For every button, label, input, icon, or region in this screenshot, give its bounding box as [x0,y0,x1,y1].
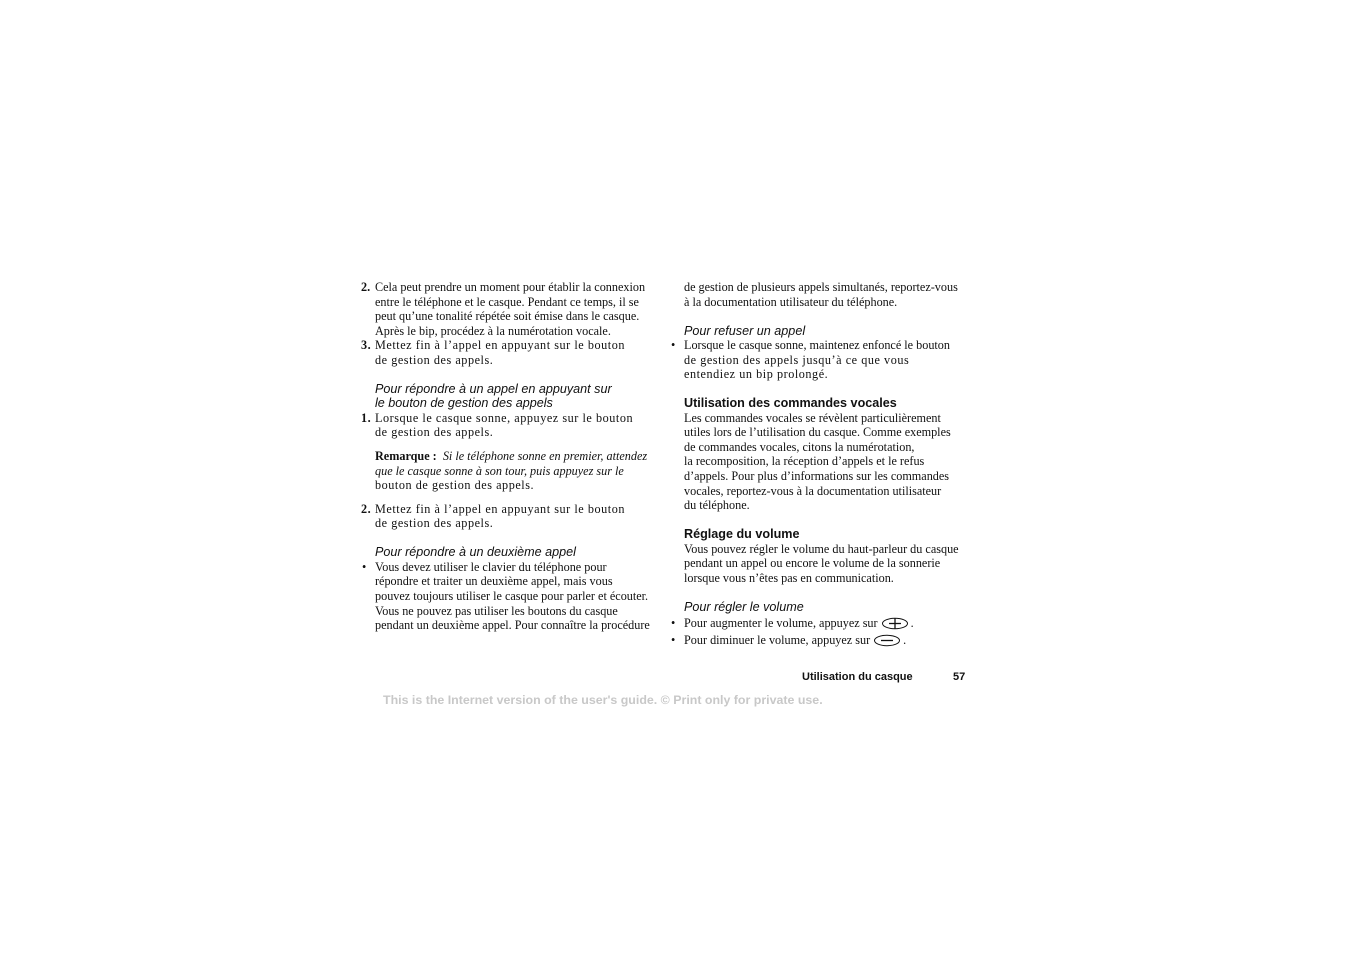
note-label: Remarque : [375,448,437,463]
text-line: Vous pouvez régler le volume du haut-parleur du casque [684,541,959,556]
page-number: 57 [953,671,966,683]
footer-section-title: Utilisation du casque [802,671,913,683]
note [375,449,659,493]
continuation-text [684,280,970,309]
answer-step-1 [361,411,659,440]
heading-set-volume: Pour régler le volume [684,599,804,614]
volume-down-bullet [670,633,970,648]
text-line: de gestion de plusieurs appels simultanés, reportez-vous [684,280,958,294]
bullet-end: . [910,616,914,631]
step-text-line: de gestion des appels. [375,516,494,531]
text-line: utiles lors de l’utilisation du casque. Comme exemples [684,425,951,440]
bullet-text-line: pendant un deuxième appel. Pour connaître la procédure [375,618,650,633]
step-text-line: Cela peut prendre un moment pour établir la connexion [375,280,646,294]
heading-voice-commands: Utilisation des commandes vocales [684,396,897,411]
bullet-text-line: pouvez toujours utiliser le casque pour parler et écouter. [375,588,649,603]
heading-line: le bouton de gestion des appels [375,396,553,411]
reject-call-bullet [670,338,970,382]
bullet: • [362,559,367,574]
text-line: Les commandes vocales se révèlent particulièrement [684,410,941,425]
bullet-text-line: répondre et traiter un deuxième appel, mais vous [375,574,613,589]
text-line: d’appels. Pour plus d’informations sur les commandes [684,468,950,483]
text-line: vocales, reportez-vous à la documentation utilisateur [684,483,942,498]
volume-up-bullet [670,616,970,631]
step-2-connection [361,280,659,338]
step-text-line: Lorsque le casque sonne, appuyez sur le bouton [375,410,634,425]
text-line: du téléphone. [684,498,750,513]
text-line: lorsque vous n’êtes pas en communication. [684,570,894,585]
bullet: • [671,632,676,647]
step-text-line: Après le bip, procédez à la numérotation vocale. [375,323,611,338]
text-line: de commandes vocales, citons la numérotation, [684,439,915,454]
bullet-text-line: entendiez un bip prolongé. [684,367,829,382]
step-number: 2. [361,280,371,294]
heading-second-call: Pour répondre à un deuxième appel [375,545,576,560]
step-text-line: peut qu’une tonalité répétée soit émise dans le casque. [375,309,640,324]
step-text-line: de gestion des appels. [375,352,494,367]
bullet-text: Pour augmenter le volume, appuyez sur [684,616,878,631]
voice-commands-text [684,411,970,513]
watermark-text: This is the Internet version of the user's guide. © Print only for private use. [383,693,823,707]
answer-step-2 [361,502,659,531]
step-text-line: Mettez fin à l’appel en appuyant sur le bouton [375,338,626,353]
step-3-end-call [361,338,659,367]
step-number: 3. [361,338,372,353]
step-number: 1. [361,410,372,425]
volume-text [684,542,970,586]
heading-line: Pour répondre à un appel en appuyant sur [375,381,612,396]
right-column [670,280,970,647]
note-text: bouton de gestion des appels. [375,478,535,493]
bullet-end: . [903,632,907,647]
step-number: 2. [361,501,372,516]
text-line: pendant un appel ou encore le volume de la sonnerie [684,556,941,571]
left-column [361,280,659,633]
bullet: • [671,337,676,352]
note-text: Si le téléphone sonne en premier, attendez [442,448,648,463]
volume-down-key-icon [873,634,901,647]
step-text-line: de gestion des appels. [375,425,494,440]
heading-answer-call [375,382,659,411]
volume-up-key-icon [881,617,909,630]
bullet: • [671,616,676,631]
bullet-text-line: Vous ne pouvez pas utiliser les boutons du casque [375,603,618,618]
step-text-line: entre le téléphone et le casque. Pendant ce temps, il se [375,294,639,309]
bullet-text-line: de gestion des appels jusqu’à ce que vous [684,352,910,367]
bullet-text-line: Lorsque le casque sonne, maintenez enfoncé le bouton [684,337,950,352]
note-text: que le casque sonne à son tour, puis appuyez sur le [375,463,624,478]
bullet-text: Pour diminuer le volume, appuyez sur [684,632,871,647]
text-line: la recomposition, la réception d’appels et le refus [684,454,925,469]
step-text-line: Mettez fin à l’appel en appuyant sur le bouton [375,501,626,516]
heading-reject-call: Pour refuser un appel [684,323,806,338]
bullet-text-line: Vous devez utiliser le clavier du téléphone pour [375,559,607,574]
second-call-bullet [361,560,659,633]
heading-volume: Réglage du volume [684,527,800,542]
text-line: à la documentation utilisateur du téléphone. [684,294,898,309]
